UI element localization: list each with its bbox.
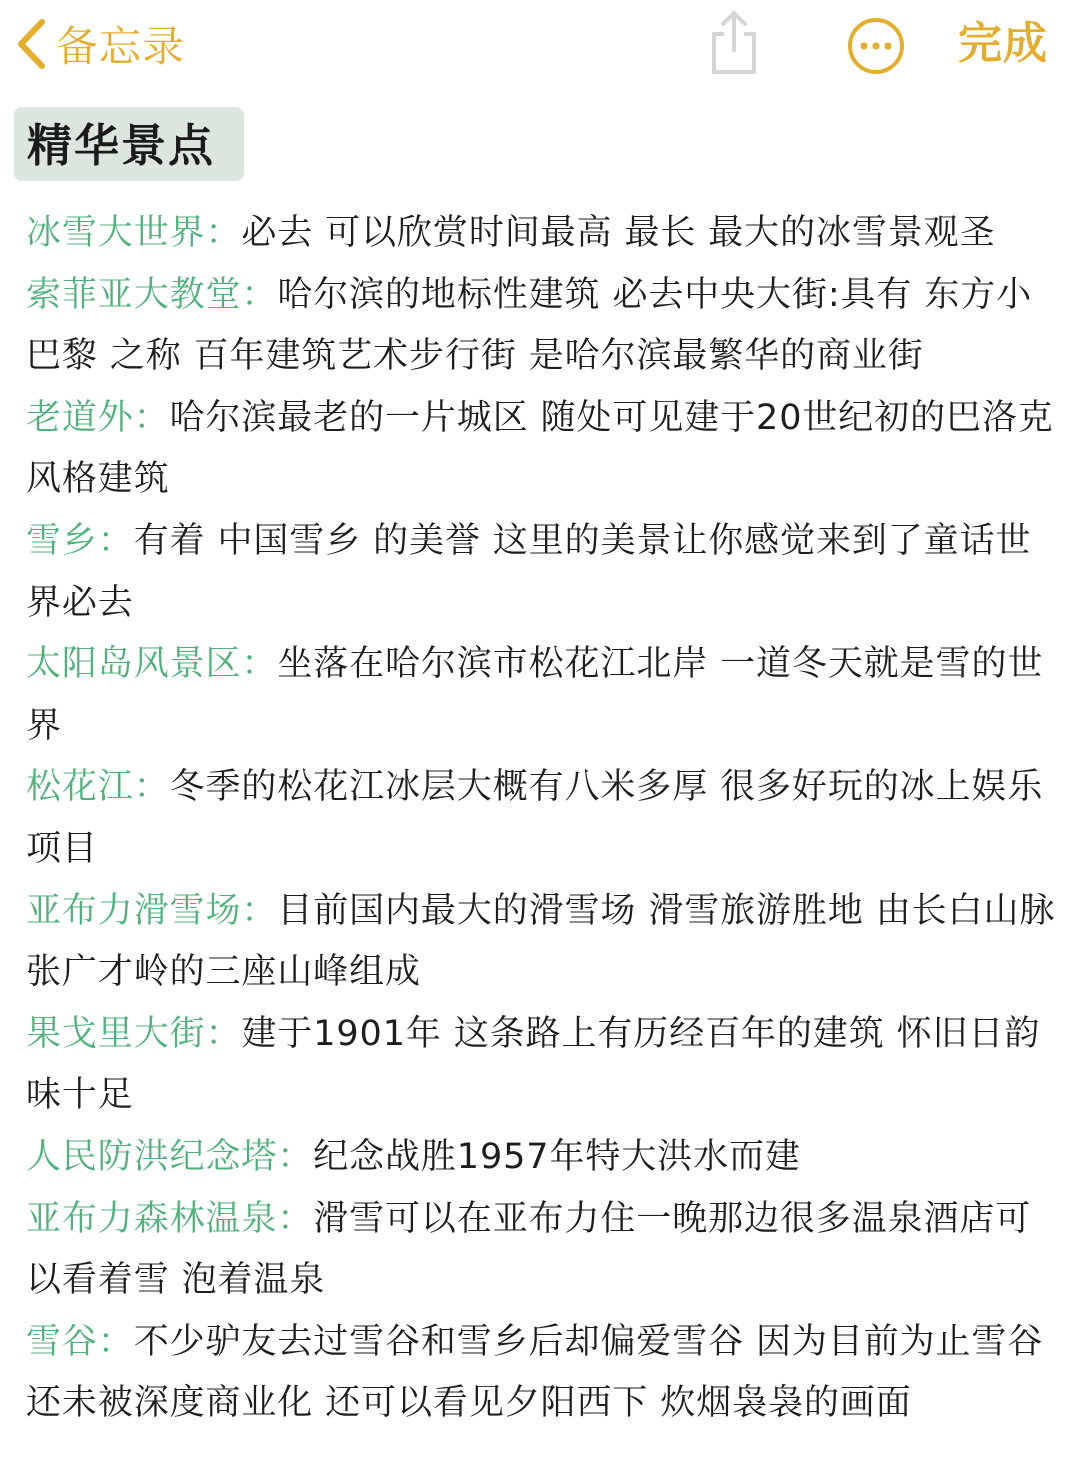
entry-name: 太阳岛风景区： [26, 644, 278, 685]
note-entry [26, 881, 1066, 1004]
entry-description: 不少驴友去过雪谷和雪乡后却偏爱雪谷 因为目前为止雪谷还未被深度商业化 还可以看见夕阳西下 炊烟袅袅的画面 [26, 1321, 1044, 1424]
more-button[interactable] [846, 16, 906, 76]
ellipsis-circle-icon [846, 16, 906, 76]
chevron-left-icon [16, 18, 46, 70]
entry-description: 必去 可以欣赏时间最高 最长 最大的冰雪景观圣 [241, 213, 996, 253]
entry-description: 建于1901年 这条路上有历经百年的建筑 怀旧日韵味十足 [26, 1013, 1041, 1116]
entry-description: 冬季的松花江冰层大概有八米多厚 很多好玩的冰上娱乐项目 [26, 767, 1044, 869]
entry-name: 老道外： [26, 397, 170, 438]
note-entry [26, 634, 1066, 757]
entry-name: 亚布力森林温泉： [26, 1198, 314, 1239]
note-entry [26, 1127, 1066, 1189]
entry-name: 松花江： [26, 767, 170, 808]
entry-name: 雪谷： [26, 1321, 134, 1362]
note-entry [26, 757, 1066, 880]
entry-name: 雪乡： [26, 520, 134, 561]
entry-description: 坐落在哈尔滨市松花江北岸 一道冬天就是雪的世界 [26, 644, 1044, 746]
note-entry [26, 1004, 1066, 1127]
share-button[interactable] [704, 8, 764, 76]
note-entry [26, 1312, 1066, 1435]
note-entry [26, 388, 1066, 511]
note-entry [26, 203, 1066, 265]
note-entry [26, 265, 1066, 388]
done-button[interactable]: 完成 [958, 18, 1048, 69]
note-body[interactable] [26, 203, 1066, 1435]
note-entry [26, 1189, 1066, 1312]
entry-description: 有着 中国雪乡 的美誉 这里的美景让你感觉来到了童话世界必去 [26, 520, 1032, 623]
back-label: 备忘录 [56, 22, 186, 71]
entry-name: 冰雪大世界： [26, 213, 242, 253]
entry-description: 哈尔滨最老的一片城区 随处可见建于20世纪初的巴洛克风格建筑 [26, 397, 1054, 500]
entry-description: 滑雪可以在亚布力住一晚那边很多温泉酒店可以看着雪 泡着温泉 [26, 1198, 1032, 1301]
back-button[interactable] [16, 14, 185, 74]
entry-description: 目前国内最大的滑雪场 滑雪旅游胜地 由长白山脉张广才岭的三座山峰组成 [26, 890, 1056, 993]
entry-name: 索菲亚大教堂： [26, 274, 278, 315]
note-heading: 精华景点 [14, 107, 244, 181]
entry-description: 纪念战胜1957年特大洪水而建 [313, 1136, 801, 1177]
entry-name: 人民防洪纪念塔： [26, 1136, 314, 1177]
entry-name: 果戈里大街： [26, 1013, 242, 1054]
share-icon [704, 8, 764, 76]
navigation-bar [0, 0, 1080, 92]
entry-description: 哈尔滨的地标性建筑 必去中央大街:具有 东方小巴黎 之称 百年建筑艺术步行街 是哈尔滨最繁华的商业街 [26, 274, 1033, 377]
entry-name: 亚布力滑雪场： [26, 890, 278, 931]
note-entry [26, 511, 1066, 634]
